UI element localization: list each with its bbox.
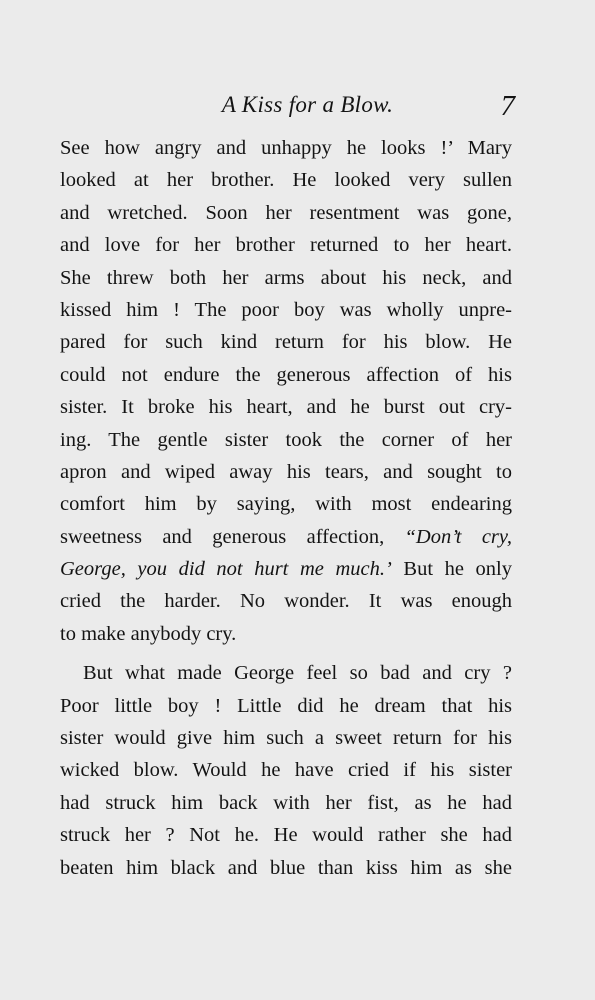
text-line: ing. The gentle sister took the corner of her xyxy=(60,428,512,451)
quoted-speech: George, you did not hurt me much.’ xyxy=(60,558,392,581)
text-line: sister would give him such a sweet return for his xyxy=(60,727,512,750)
text-line xyxy=(60,521,512,553)
text-line: Poor little boy ! Little did he dream that his xyxy=(60,694,512,717)
text-line: struck her ? Not he. He would rather she had xyxy=(60,824,512,847)
text-line: cried the harder. No wonder. It was enough xyxy=(60,590,512,613)
text-line: She threw both her arms about his neck, and xyxy=(60,266,512,289)
text-line: and love for her brother returned to her heart. xyxy=(60,234,512,257)
page-number: 7 xyxy=(500,90,515,122)
body-text xyxy=(60,132,512,884)
text-line: wicked blow. Would he have cried if his sister xyxy=(60,759,512,782)
paragraph-gap xyxy=(60,650,512,657)
text-line: looked at her brother. He looked very sullen xyxy=(60,169,512,192)
text-line xyxy=(60,553,512,585)
text-segment: sweetness and generous affection, xyxy=(60,525,405,548)
page-header xyxy=(0,92,595,128)
text-line: sister. It broke his heart, and he burst out cry- xyxy=(60,396,512,419)
text-line: had struck him back with her fist, as he had xyxy=(60,791,512,814)
text-line: kissed him ! The poor boy was wholly unpre- xyxy=(60,298,512,321)
quoted-speech: “Don’t cry, xyxy=(404,525,512,548)
text-segment: But he only xyxy=(391,558,512,581)
text-line: See how angry and unhappy he looks !’ Mary xyxy=(60,137,512,159)
text-line: and wretched. Soon her resentment was gone, xyxy=(60,201,512,224)
text-line: comfort him by saying, with most endearing xyxy=(60,493,512,516)
text-line: pared for such kind return for his blow. He xyxy=(60,331,512,354)
text-line: apron and wiped away his tears, and sought to xyxy=(60,460,512,483)
text-line: to make anybody cry. xyxy=(60,622,237,645)
text-line: But what made George feel so bad and cry ? xyxy=(83,662,512,685)
text-line: could not endure the generous affection of his xyxy=(60,363,512,386)
running-title: A Kiss for a Blow. xyxy=(221,92,394,117)
text-line: beaten him black and blue than kiss him as she xyxy=(60,856,512,879)
